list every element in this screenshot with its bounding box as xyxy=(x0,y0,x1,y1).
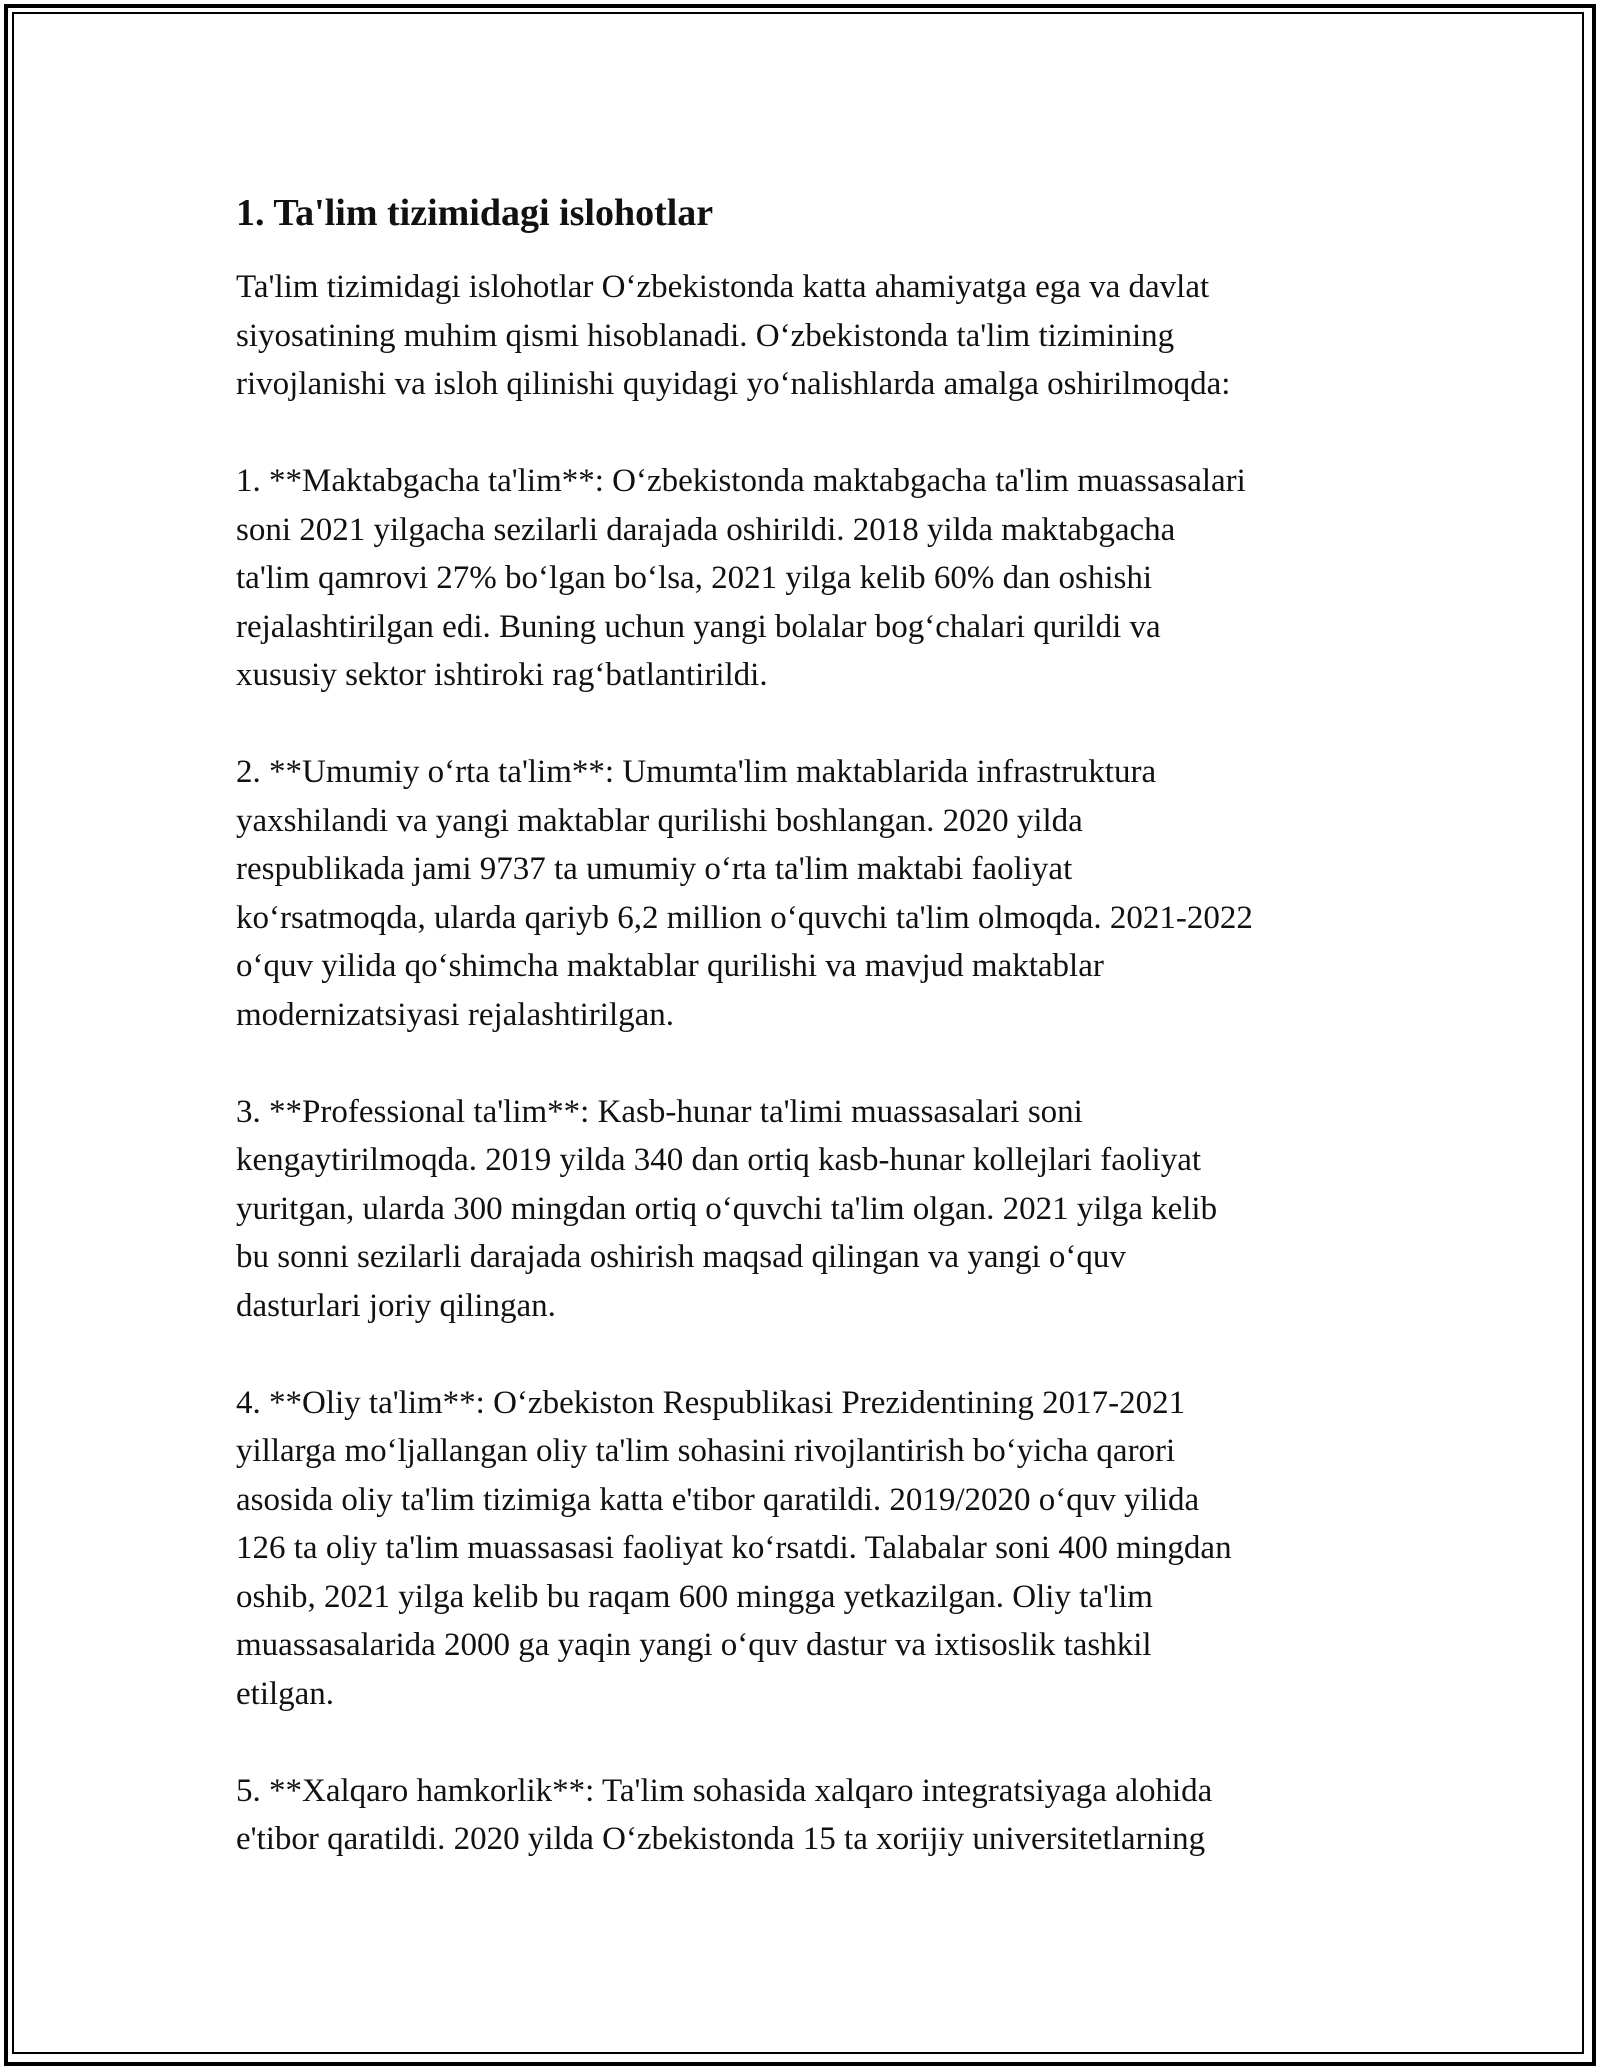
document-body xyxy=(236,185,1416,1864)
text-line: 126 ta oliy ta'lim muassasasi faoliyat ko‘rsatdi. Talabalar soni 400 mingdan xyxy=(236,1530,1232,1566)
text-line: rejalashtirilgan edi. Buning uchun yangi bolalar bog‘chalari qurildi va xyxy=(236,608,1161,645)
text-line: rivojlanishi va isloh qilinishi quyidagi yo‘nalishlarda amalga oshirilmoqda: xyxy=(236,366,1231,402)
text-line: xususiy sektor ishtiroki rag‘batlantirildi. xyxy=(236,657,768,693)
text-line: yillarga mo‘ljallangan oliy ta'lim sohasini rivojlantirish bo‘yicha qarori xyxy=(236,1433,1176,1469)
text-line: ta'lim qamrovi 27% bo‘lgan bo‘lsa, 2021 yilga kelib 60% dan oshishi xyxy=(236,560,1153,596)
higher-education-paragraph xyxy=(236,1379,1416,1719)
text-line: 2. **Umumiy o‘rta ta'lim**: Umumta'lim maktablarida infrastruktura xyxy=(236,754,1157,790)
text-line: Ta'lim tizimidagi islohotlar O‘zbekistonda katta ahamiyatga ega va davlat xyxy=(236,269,1210,305)
general-secondary-paragraph xyxy=(236,748,1416,1039)
text-line: yuritgan, ularda 300 mingdan ortiq o‘quvchi ta'lim olgan. 2021 yilga kelib xyxy=(236,1190,1218,1227)
section-heading: 1. Ta'lim tizimidagi islohotlar xyxy=(236,192,714,234)
text-line: respublikada jami 9737 ta umumiy o‘rta ta'lim maktabi faoliyat xyxy=(236,851,1073,887)
text-line: soni 2021 yilgacha sezilarli darajada oshirildi. 2018 yilda maktabgacha xyxy=(236,511,1176,548)
text-line: yaxshilandi va yangi maktablar qurilishi boshlangan. 2020 yilda xyxy=(236,802,1083,839)
text-line: o‘quv yilida qo‘shimcha maktablar qurilishi va mavjud maktablar xyxy=(236,948,1104,984)
international-cooperation-paragraph xyxy=(236,1767,1416,1864)
text-line: ko‘rsatmoqda, ularda qariyb 6,2 million o‘quvchi ta'lim olmoqda. 2021-2022 xyxy=(236,899,1253,936)
text-line: asosida oliy ta'lim tizimiga katta e'tibor qaratildi. 2019/2020 o‘quv yilida xyxy=(236,1481,1200,1518)
text-line: 5. **Xalqaro hamkorlik**: Ta'lim sohasida xalqaro integratsiyaga alohida xyxy=(236,1772,1213,1809)
text-line: siyosatining muhim qismi hisoblanadi. O‘zbekistonda ta'lim tizimining xyxy=(236,317,1175,354)
text-line: etilgan. xyxy=(236,1675,335,1712)
text-line: muassasalarida 2000 ga yaqin yangi o‘quv dastur va ixtisoslik tashkil xyxy=(236,1627,1152,1663)
text-line: modernizatsiyasi rejalashtirilgan. xyxy=(236,996,675,1033)
text-line: e'tibor qaratildi. 2020 yilda O‘zbekistonda 15 ta xorijiy universitetlarning xyxy=(236,1821,1206,1857)
text-line: kengaytirilmoqda. 2019 yilda 340 dan ortiq kasb-hunar kollejlari faoliyat xyxy=(236,1142,1202,1178)
text-line: 3. **Professional ta'lim**: Kasb-hunar ta'limi muassasalari soni xyxy=(236,1093,1083,1130)
professional-paragraph xyxy=(236,1088,1416,1331)
text-line: oshib, 2021 yilga kelib bu raqam 600 mingga yetkazilgan. Oliy ta'lim xyxy=(236,1578,1153,1615)
text-line: 4. **Oliy ta'lim**: O‘zbekiston Respublikasi Prezidentining 2017-2021 xyxy=(236,1384,1186,1421)
intro-paragraph xyxy=(236,263,1416,409)
text-line: bu sonni sezilarli darajada oshirish maqsad qilingan va yangi o‘quv xyxy=(236,1239,1126,1275)
text-line: dasturlari joriy qilingan. xyxy=(236,1287,556,1324)
preschool-paragraph xyxy=(236,457,1416,700)
text-line: 1. **Maktabgacha ta'lim**: O‘zbekistonda maktabgacha ta'lim muassasalari xyxy=(236,463,1246,499)
